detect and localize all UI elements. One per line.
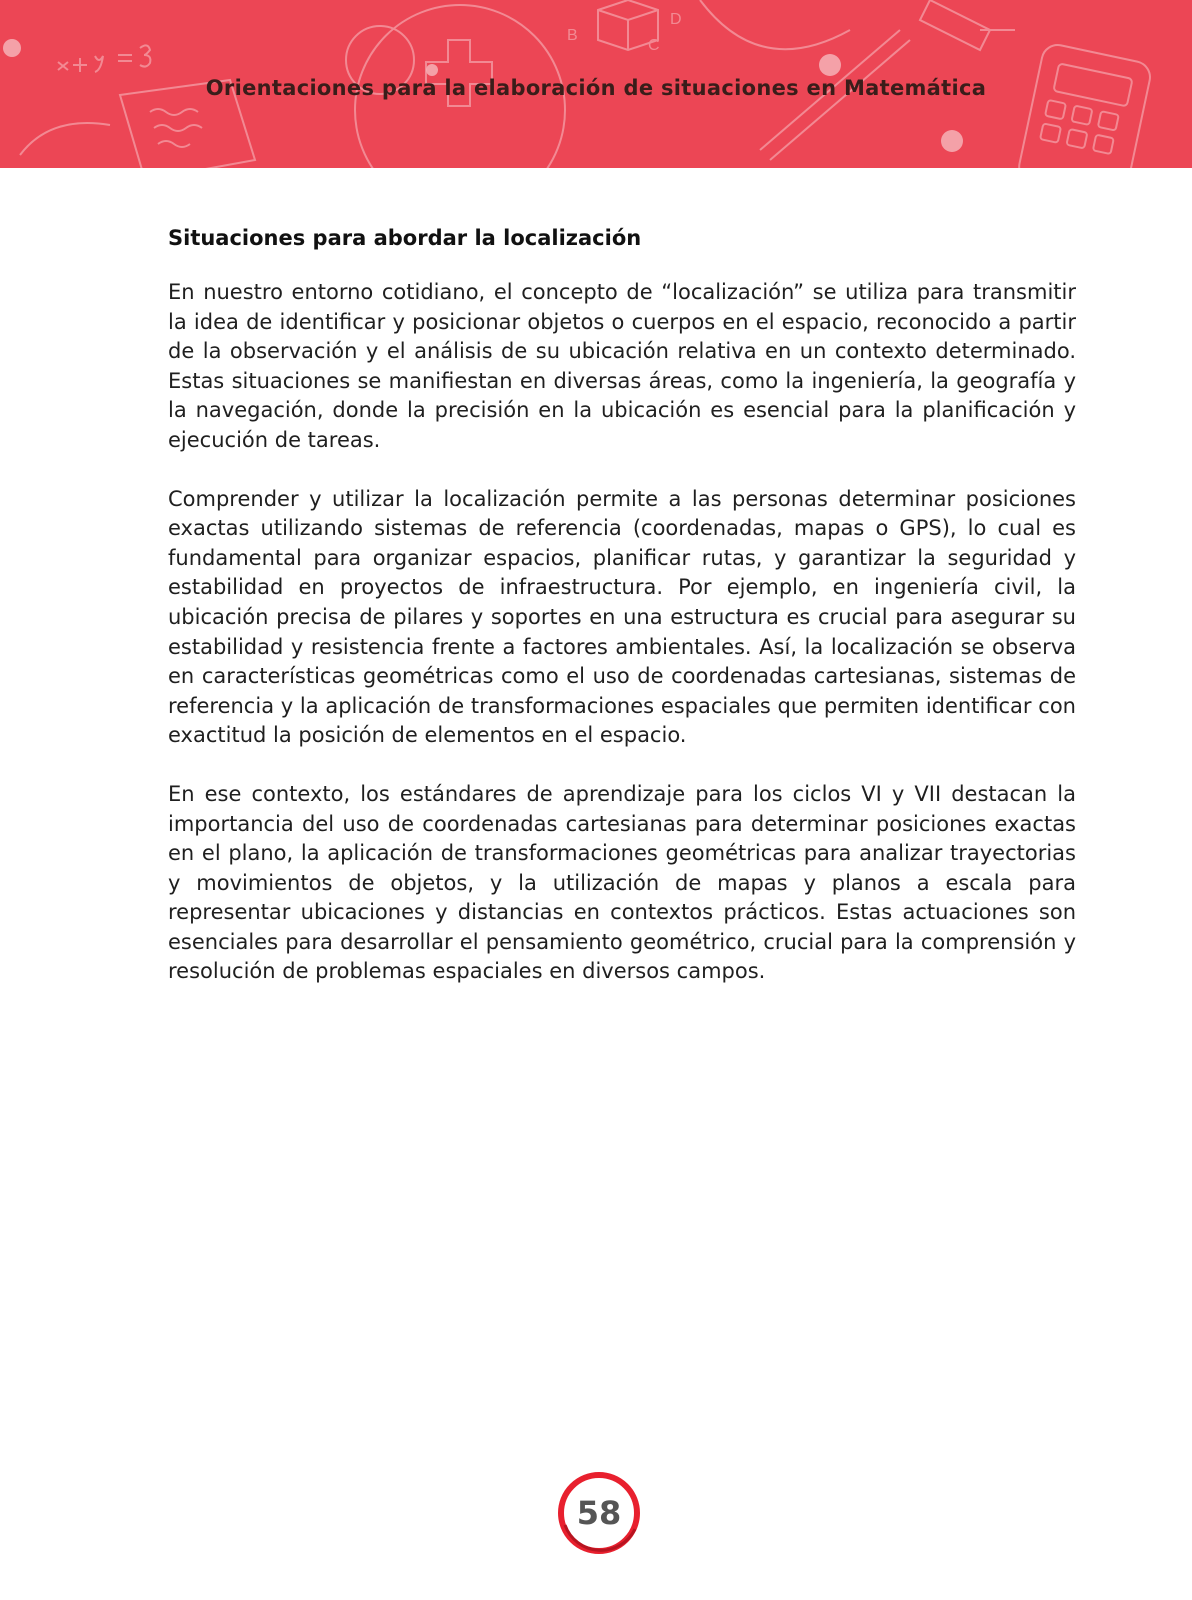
svg-text:B: B xyxy=(567,27,578,44)
main-content xyxy=(168,226,1076,1016)
svg-text:C: C xyxy=(648,37,660,54)
calculator-icon xyxy=(1016,42,1153,168)
paragraph-2: Comprender y utilizar la localización permite a las personas determinar posiciones exactas utilizando sistemas de referencia (coordenadas, mapas o GPS), lo cual es fundamental para organizar espacios, planificar rutas, y garantizar la seguridad y estabilidad en proyectos de infraestructura. Por ejemplo, en ingeniería civil, la ubicación precisa de pilares y soportes en una estructura es crucial para asegurar su estabilidad y resistencia frente a factores ambientales. Así, la localización se observa en características geométricas como el uso de coordenadas cartesianas, sistemas de referencia y la aplicación de transformaciones espaciales que permiten identificar con exactitud la posición de elementos en el espacio. xyxy=(168,486,1076,748)
paragraph-1: En nuestro entorno cotidiano, el concepto de “localización” se utiliza para transmitir la idea de identificar y posicionar objetos o cuerpos en el espacio, reconocido a partir de la observación y el análisis de su ubicación relativa en un contexto determinado. Estas situaciones se manifiestan en diversas áreas, como la ingeniería, la geografía y la navegación, donde la precisión en la ubicación es esencial para la planificación y ejecución de tareas. xyxy=(168,280,1076,452)
page-number-badge xyxy=(555,1469,643,1557)
page-number: 58 xyxy=(576,1494,622,1532)
ruler-icon xyxy=(920,0,1015,50)
cube-icon xyxy=(567,0,682,54)
paragraph-3: En ese contexto, los estándares de aprendizaje para los ciclos VI y VII destacan la importancia del uso de coordenadas cartesianas para determinar posiciones exactas en el plano, la aplicación de transformaciones geométricas para analizar trayectorias y movimientos de objetos, y la utilización de mapas y planos a escala para representar ubicaciones y distancias en contextos prácticos. Estas actuaciones son esenciales para desarrollar el pensamiento geométrico, crucial para la comprensión y resolución de problemas espaciales en diversos campos. xyxy=(168,781,1076,984)
equation-doodle-icon xyxy=(58,45,150,72)
header-title: Orientaciones para la elaboración de situaciones en Matemática xyxy=(205,76,987,100)
page-header xyxy=(0,0,1192,168)
svg-text:D: D xyxy=(670,11,682,28)
section-title: Situaciones para abordar la localización xyxy=(168,226,642,250)
